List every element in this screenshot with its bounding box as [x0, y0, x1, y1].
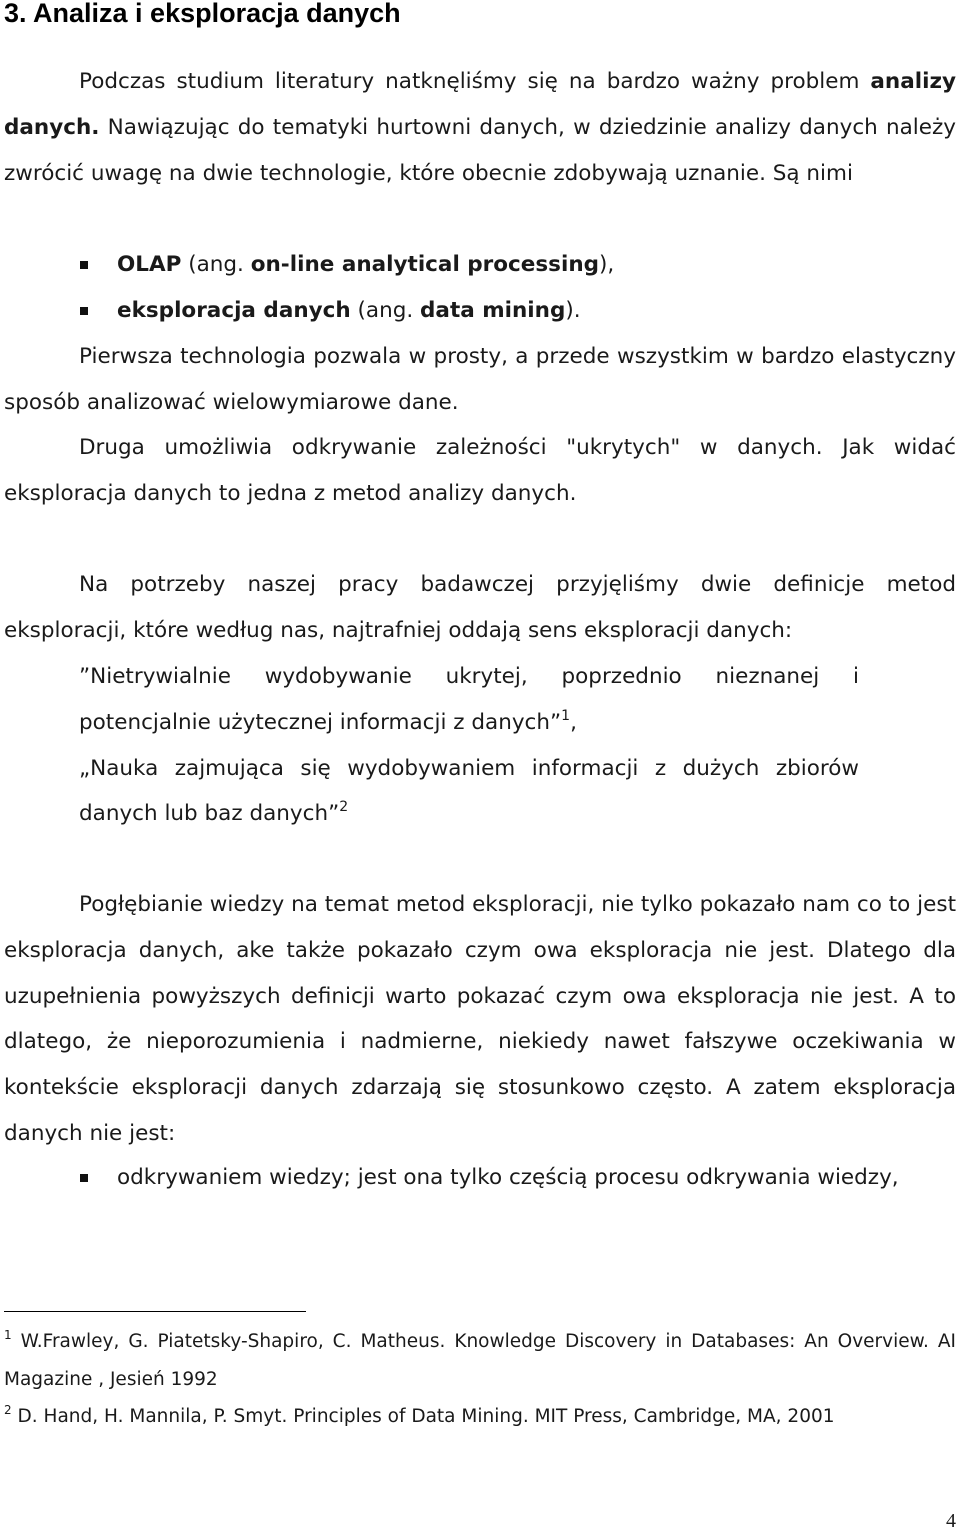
definition-text: „Nauka zajmująca się wydobywaniem informacji z dużych zbiorów danych lub baz danych” — [79, 755, 859, 827]
definitions-block — [79, 654, 859, 837]
footnote-ref[interactable]: 1 — [561, 707, 571, 724]
term-bold: eksploracja danych — [117, 297, 351, 323]
footnote-text: D. Hand, H. Mannila, P. Smyt. Principles of Data Mining. MIT Press, Cambridge, MA, 2001 — [11, 1406, 835, 1427]
not-list — [0, 1155, 960, 1201]
term-english-bold: on-line analytical processing — [250, 252, 600, 277]
intro-paragraph — [4, 59, 956, 196]
footnote-ref[interactable]: 2 — [339, 799, 349, 816]
intro-text: Podczas studium literatury natknęliśmy się na bardzo ważny problem — [79, 69, 871, 94]
square-bullet-icon — [80, 307, 88, 315]
definition-quote — [79, 746, 859, 838]
page-number: 4 — [946, 1510, 956, 1532]
list-item — [0, 288, 960, 334]
term-suffix: ), — [599, 252, 615, 277]
intro-text-rest: Nawiązując do tematyki hurtowni danych, w dziedzinie analizy danych należy zwrócić uwagę na dwie technologie, które obecnie zdobywają uznanie. Są nimi — [4, 114, 956, 186]
section-heading: 3. Analiza i eksploracja danych — [4, 0, 401, 28]
term-text: (ang. — [181, 252, 251, 277]
first-technology-paragraph: Pierwsza technologia pozwala w prosty, a przede wszystkim w bardzo elastyczny sposób analizować wielowymiarowe dane. — [4, 344, 956, 415]
second-technology-paragraph: Druga umożliwia odkrywanie zależności "ukrytych" w danych. Jak widać eksploracja danych to jedna z metod analizy danych. — [4, 435, 956, 506]
square-bullet-icon — [80, 1174, 88, 1182]
definition-quote — [79, 654, 859, 746]
square-bullet-icon — [80, 261, 88, 269]
term-bold: OLAP — [117, 252, 182, 277]
footnote — [4, 1323, 956, 1398]
term-suffix: ). — [565, 297, 581, 323]
definition-suffix: , — [570, 709, 577, 735]
definition-text: ”Nietrywialnie wydobywanie ukrytej, poprzednio nieznanej i potencjalnie użytecznej informacji z danych” — [79, 664, 859, 735]
term-english-bold: data mining — [420, 297, 566, 323]
list-item — [0, 1155, 960, 1201]
footnote-number: 2 — [4, 1403, 12, 1417]
list-item — [0, 242, 960, 288]
definitions-intro-paragraph: Na potrzeby naszej pracy badawczej przyjęliśmy dwie definicje metod eksploracji, które według nas, najtrafniej oddają sens eksploracji danych: — [4, 572, 956, 643]
footnote-text: W.Frawley, G. Piatetsky-Shapiro, C. Matheus. Knowledge Discovery in Databases: An Overview. AI Magazine , Jesień 1992 — [4, 1331, 956, 1390]
list-item-text: odkrywaniem wiedzy; jest ona tylko częścią procesu odkrywania wiedzy, — [117, 1165, 899, 1190]
technology-list — [0, 242, 960, 334]
term-text: (ang. — [350, 297, 421, 323]
intro-bold-term: analizy danych. — [4, 69, 956, 140]
deepening-paragraph: Pogłębianie wiedzy na temat metod eksploracji, nie tylko pokazało nam co to jest eksploracja danych, ake także pokazało czym owa eksploracja nie jest. Dlatego dla uzupełnienia powyższych definicji warto pokazać czym owa eksploracja nie jest. A to dlatego, że nieporozumienia i nadmierne, niekiedy nawet fałszywe oczekiwania w kontekście eksploracji danych zdarzają się stosunkowo często. A zatem eksploracja danych nie jest: — [4, 892, 956, 1146]
footnote-separator — [4, 1311, 306, 1312]
footnote — [4, 1398, 956, 1436]
footnote-number: 1 — [4, 1328, 12, 1342]
footnotes — [4, 1323, 956, 1436]
